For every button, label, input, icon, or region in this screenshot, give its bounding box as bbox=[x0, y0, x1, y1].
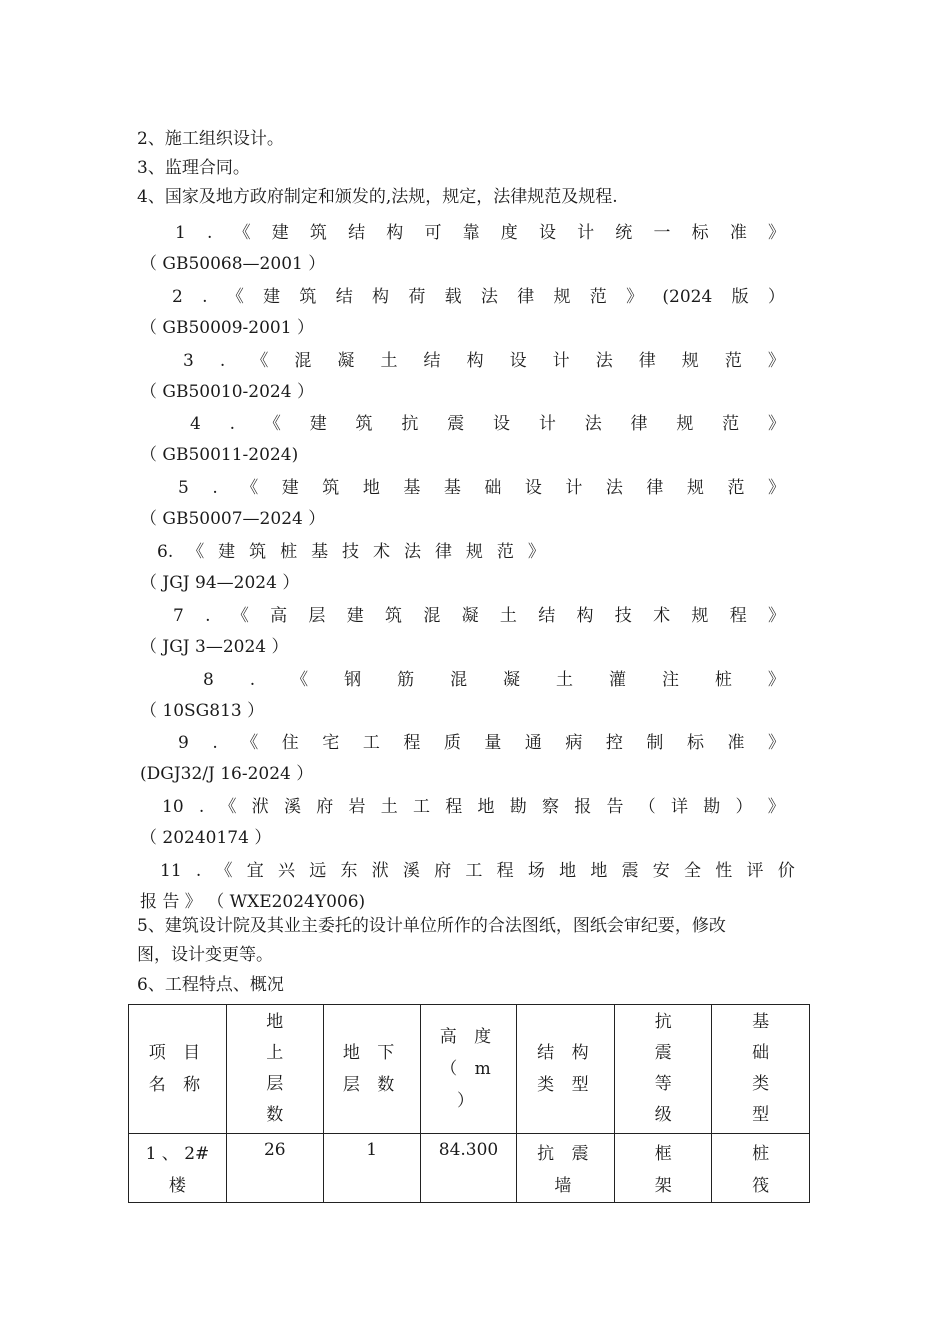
standard-title-token: 6. bbox=[157, 542, 174, 562]
standard-title-token: 度 bbox=[500, 223, 518, 243]
standard-title-token: 宜 bbox=[246, 861, 264, 881]
standard-title-token: 通 bbox=[524, 733, 542, 753]
standard-title-token: 察 bbox=[542, 797, 560, 817]
standard-title-token: 混 bbox=[294, 351, 312, 371]
standard-title-token: 法 bbox=[403, 542, 421, 562]
standard-title-token: 荷 bbox=[408, 287, 426, 307]
cell-text-line: 地 bbox=[266, 1012, 284, 1032]
standard-title-token: 高 bbox=[270, 606, 288, 626]
standard-code-line: 报 告 》 （ WXE2024Y006) bbox=[140, 892, 366, 912]
item-5-line2: 图，设计变更等。 bbox=[137, 945, 273, 965]
standard-code-line: （ GB50010-2024 ） bbox=[140, 382, 314, 402]
standard-title-token: 《 bbox=[251, 351, 269, 371]
standard-title-token: 术 bbox=[373, 542, 391, 562]
standard-title-token: 建 bbox=[281, 478, 299, 498]
cell-text-line: 项 目 bbox=[148, 1043, 207, 1063]
cell-text-line: 1 、 2# bbox=[145, 1144, 210, 1164]
standard-title-line bbox=[190, 411, 785, 437]
standard-title-token: 岩 bbox=[348, 797, 366, 817]
standard-title-token: 注 bbox=[661, 670, 679, 690]
cell-structure-type bbox=[517, 1134, 615, 1203]
standard-title-token: 结 bbox=[348, 223, 366, 243]
standard-title-token: 洑 bbox=[251, 797, 269, 817]
standard-title-token: 准 bbox=[727, 733, 745, 753]
standard-code-line: (DGJ32/J 16-2024 ） bbox=[140, 764, 314, 784]
standard-title-token: 2 bbox=[172, 287, 183, 307]
standard-title-token: 结 bbox=[423, 351, 441, 371]
standard-title-token: . bbox=[198, 797, 205, 817]
standard-title-token: 统 bbox=[615, 223, 633, 243]
standard-title-token: 构 bbox=[386, 223, 404, 243]
cell-text-line: 墙 bbox=[554, 1176, 578, 1196]
standard-title-token: 工 bbox=[465, 861, 483, 881]
standard-title-token: 设 bbox=[524, 478, 542, 498]
standard-title-token: 场 bbox=[527, 861, 545, 881]
standard-title-token: 》 bbox=[767, 670, 785, 690]
cell-text-line: 高 度 bbox=[439, 1027, 498, 1047]
standard-code-line: （ 10SG813 ） bbox=[140, 701, 265, 721]
header-seismic-grade bbox=[615, 1005, 712, 1134]
standard-title-token: 靠 bbox=[462, 223, 480, 243]
standard-title-token: 筑 bbox=[385, 606, 403, 626]
standard-title-token: 标 bbox=[691, 223, 709, 243]
standard-title-token: . bbox=[212, 733, 218, 753]
standard-title-token: 桩 bbox=[714, 670, 732, 690]
standard-title-token: 量 bbox=[484, 733, 502, 753]
cell-text-line: 抗 震 bbox=[537, 1144, 595, 1164]
standard-title-token: 筑 bbox=[249, 542, 267, 562]
table-row bbox=[129, 1134, 810, 1203]
standard-title-token: . bbox=[212, 478, 218, 498]
standard-title-token: 版 bbox=[731, 287, 749, 307]
standard-title-token: 地 bbox=[362, 478, 380, 498]
standard-title-token: 安 bbox=[652, 861, 670, 881]
standard-title-token: 报 bbox=[574, 797, 592, 817]
standard-title-token: 凝 bbox=[461, 606, 479, 626]
standard-code-line: （ JGJ 94—2024 ） bbox=[140, 573, 300, 593]
standard-title-token: 律 bbox=[517, 287, 535, 307]
cell-text-line: 架 bbox=[654, 1176, 672, 1196]
standard-title-token: ） bbox=[735, 797, 753, 817]
standard-title-token: 》 bbox=[527, 542, 545, 562]
standard-title-token: 筑 bbox=[299, 287, 317, 307]
standard-title-token: 程 bbox=[403, 733, 421, 753]
standard-title-token: 凝 bbox=[337, 351, 355, 371]
standard-title-token: 1 bbox=[175, 223, 186, 243]
table-header-row bbox=[129, 1005, 810, 1134]
standard-title-token: 地 bbox=[477, 797, 495, 817]
standard-title-token: 府 bbox=[434, 861, 452, 881]
cell-floors-above: 26 bbox=[226, 1134, 323, 1203]
standard-title-token: 构 bbox=[576, 606, 594, 626]
standard-title-token: 律 bbox=[646, 478, 664, 498]
item-4: 4、国家及地方政府制定和颁发的,法规，规定，法律规范及规程. bbox=[137, 187, 618, 207]
cell-text-line: 础 bbox=[752, 1043, 770, 1063]
standard-title-token: 规 bbox=[681, 351, 699, 371]
standard-title-token: 凝 bbox=[503, 670, 521, 690]
standard-title-token: 建 bbox=[346, 606, 364, 626]
header-floors-below bbox=[323, 1005, 420, 1134]
standard-title-token: (2024 bbox=[662, 287, 713, 307]
standard-title-token: 建 bbox=[271, 223, 289, 243]
standard-title-token: 程 bbox=[445, 797, 463, 817]
standard-title-token: 勘 bbox=[703, 797, 721, 817]
standard-title-token: 程 bbox=[729, 606, 747, 626]
standard-title-token: 7 bbox=[173, 606, 184, 626]
standard-title-token: 》 bbox=[626, 287, 644, 307]
standard-code-line: （ JGJ 3—2024 ） bbox=[140, 637, 289, 657]
standard-title-token: 住 bbox=[281, 733, 299, 753]
standard-title-token: 混 bbox=[423, 606, 441, 626]
cell-text-line: 框 bbox=[654, 1144, 672, 1164]
standard-title-line bbox=[173, 603, 785, 629]
standard-title-token: 《 bbox=[263, 414, 281, 434]
standard-code-line: （ 20240174 ） bbox=[140, 828, 272, 848]
header-foundation-type bbox=[712, 1005, 810, 1134]
standard-title-token: 溪 bbox=[284, 797, 302, 817]
standard-title-token: 地 bbox=[559, 861, 577, 881]
cell-text-line: 震 bbox=[654, 1043, 672, 1063]
standard-title-line bbox=[178, 730, 785, 756]
standard-title-token: 基 bbox=[443, 478, 461, 498]
cell-text-line: 类 bbox=[752, 1074, 770, 1094]
standard-title-token: 全 bbox=[684, 861, 702, 881]
standard-title-token: 控 bbox=[605, 733, 623, 753]
standard-title-token: . bbox=[219, 351, 226, 371]
standard-title-token: 构 bbox=[372, 287, 390, 307]
standard-title-token: 律 bbox=[630, 414, 648, 434]
cell-text-line: 数 bbox=[266, 1105, 284, 1125]
standard-title-token: 8 bbox=[203, 670, 214, 690]
standard-title-token: 工 bbox=[362, 733, 380, 753]
cell-text-line: 结 构 bbox=[537, 1043, 595, 1063]
standard-title-token: 设 bbox=[493, 414, 511, 434]
standard-title-token: 计 bbox=[538, 414, 556, 434]
standard-title-token: 结 bbox=[538, 606, 556, 626]
standard-title-token: 《 bbox=[215, 861, 233, 881]
standard-title-token: 《 bbox=[241, 733, 259, 753]
standard-title-token: 设 bbox=[509, 351, 527, 371]
standard-title-token: 法 bbox=[605, 478, 623, 498]
standard-title-token: 准 bbox=[729, 223, 747, 243]
standard-title-token: . bbox=[202, 287, 208, 307]
standard-code-line: （ GB50068—2001 ） bbox=[140, 254, 326, 274]
standard-title-token: 计 bbox=[552, 351, 570, 371]
standard-title-token: 术 bbox=[653, 606, 671, 626]
cell-text-line: 桩 bbox=[752, 1144, 770, 1164]
standard-title-token: 建 bbox=[309, 414, 327, 434]
standard-title-token: 灌 bbox=[608, 670, 626, 690]
standard-title-token: 范 bbox=[722, 414, 740, 434]
standard-title-token: 《 bbox=[187, 542, 205, 562]
standard-title-token: 筋 bbox=[397, 670, 415, 690]
standard-title-token: 层 bbox=[308, 606, 326, 626]
standard-title-token: 载 bbox=[444, 287, 462, 307]
standard-title-token: 价 bbox=[777, 861, 795, 881]
standard-code-line: （ GB50009-2001 ） bbox=[140, 318, 314, 338]
standard-title-token: 技 bbox=[342, 542, 360, 562]
standard-title-token: 《 bbox=[231, 606, 249, 626]
standard-title-token: 地 bbox=[590, 861, 608, 881]
standard-title-token: 土 bbox=[556, 670, 574, 690]
standard-title-token: 10 bbox=[162, 797, 184, 817]
standard-title-token: 建 bbox=[263, 287, 281, 307]
standard-title-line bbox=[175, 220, 785, 246]
standard-title-token: 混 bbox=[450, 670, 468, 690]
standard-title-token: 》 bbox=[767, 733, 785, 753]
cell-text-line: 楼 bbox=[168, 1176, 186, 1196]
standard-title-token: 基 bbox=[403, 478, 421, 498]
standard-title-token: 抗 bbox=[401, 414, 419, 434]
cell-text-line: ） bbox=[456, 1091, 480, 1111]
standard-title-token: 3 bbox=[183, 351, 194, 371]
standard-title-token: 基 bbox=[311, 542, 329, 562]
standard-title-token: 构 bbox=[466, 351, 484, 371]
standard-title-token: 范 bbox=[496, 542, 514, 562]
standard-title-token: 标 bbox=[686, 733, 704, 753]
cell-text-line: 型 bbox=[752, 1105, 770, 1125]
standard-title-line bbox=[157, 539, 545, 565]
standard-title-token: . bbox=[195, 861, 202, 881]
standard-title-token: 宅 bbox=[322, 733, 340, 753]
cell-text-line: （ m bbox=[440, 1059, 497, 1079]
standard-title-line bbox=[160, 858, 795, 884]
project-overview-table bbox=[128, 1004, 810, 1203]
standard-title-line bbox=[183, 348, 785, 374]
standard-title-token: 震 bbox=[447, 414, 465, 434]
standard-title-token: 法 bbox=[584, 414, 602, 434]
standard-title-token: 桩 bbox=[280, 542, 298, 562]
standard-title-token: 范 bbox=[589, 287, 607, 307]
cell-text-line: 上 bbox=[266, 1043, 284, 1063]
standard-title-token: 技 bbox=[614, 606, 632, 626]
standard-title-token: 远 bbox=[309, 861, 327, 881]
standard-title-token: 律 bbox=[434, 542, 452, 562]
standard-title-token: 结 bbox=[335, 287, 353, 307]
standard-title-token: （ bbox=[638, 797, 656, 817]
standard-title-token: 《 bbox=[291, 670, 309, 690]
cell-text-line: 层 bbox=[266, 1074, 284, 1094]
item-6: 6、工程特点、概况 bbox=[137, 975, 284, 995]
cell-text-line: 筏 bbox=[752, 1176, 770, 1196]
standard-title-token: 》 bbox=[767, 223, 785, 243]
standard-title-token: 范 bbox=[727, 478, 745, 498]
standard-title-token: . bbox=[205, 606, 211, 626]
standard-title-token: . bbox=[207, 223, 213, 243]
standard-title-token: 规 bbox=[553, 287, 571, 307]
standard-code-line: （ GB50007—2024 ） bbox=[140, 509, 326, 529]
header-project-name bbox=[129, 1005, 227, 1134]
header-structure-type bbox=[517, 1005, 615, 1134]
standard-title-token: 规 bbox=[676, 414, 694, 434]
standard-title-token: 法 bbox=[595, 351, 613, 371]
standard-title-token: 溪 bbox=[402, 861, 420, 881]
cell-text-line: 基 bbox=[752, 1012, 770, 1032]
cell-text-line: 级 bbox=[654, 1105, 672, 1125]
standard-title-line bbox=[162, 794, 785, 820]
standard-title-token: 一 bbox=[653, 223, 671, 243]
standard-title-token: 钢 bbox=[344, 670, 362, 690]
standard-title-token: 工 bbox=[413, 797, 431, 817]
standard-title-token: 5 bbox=[178, 478, 189, 498]
standard-title-token: 告 bbox=[606, 797, 624, 817]
cell-text-line: 等 bbox=[654, 1074, 672, 1094]
standard-title-token: 府 bbox=[316, 797, 334, 817]
standard-title-token: 》 bbox=[767, 478, 785, 498]
standard-title-token: 洑 bbox=[371, 861, 389, 881]
standard-title-token: 兴 bbox=[277, 861, 295, 881]
standard-title-token: 规 bbox=[691, 606, 709, 626]
standard-title-token: 病 bbox=[565, 733, 583, 753]
cell-project-name bbox=[129, 1134, 227, 1203]
standard-title-token: 范 bbox=[724, 351, 742, 371]
standard-title-token: 《 bbox=[233, 223, 251, 243]
standard-title-token: 》 bbox=[768, 414, 785, 434]
item-5-line1: 5、建筑设计院及其业主委托的设计单位所作的合法图纸，图纸会审纪要，修改 bbox=[137, 916, 726, 936]
standard-title-token: 《 bbox=[241, 478, 259, 498]
standard-title-token: 规 bbox=[686, 478, 704, 498]
item-2: 2、施工组织设计。 bbox=[137, 129, 284, 149]
standard-code-line: （ GB50011-2024) bbox=[140, 445, 299, 465]
cell-floors-below: 1 bbox=[323, 1134, 420, 1203]
standard-title-token: 筑 bbox=[322, 478, 340, 498]
standard-title-token: 震 bbox=[621, 861, 639, 881]
standard-title-token: 》 bbox=[767, 606, 785, 626]
standard-title-token: ） bbox=[767, 287, 785, 307]
standard-title-token: 东 bbox=[340, 861, 358, 881]
standard-title-token: 》 bbox=[767, 351, 785, 371]
standard-title-token: 质 bbox=[443, 733, 461, 753]
standard-title-token: 可 bbox=[424, 223, 442, 243]
standard-title-token: 性 bbox=[715, 861, 733, 881]
standard-title-token: 土 bbox=[380, 351, 398, 371]
cell-seismic-grade bbox=[615, 1134, 712, 1203]
standard-title-token: 《 bbox=[219, 797, 237, 817]
standard-title-token: . bbox=[249, 670, 256, 690]
standard-title-token: 制 bbox=[646, 733, 664, 753]
standard-title-token: 筑 bbox=[309, 223, 327, 243]
standard-title-token: 础 bbox=[484, 478, 502, 498]
header-height bbox=[420, 1005, 517, 1134]
standard-title-token: 》 bbox=[767, 797, 785, 817]
cell-text-line: 层 数 bbox=[342, 1075, 401, 1095]
cell-text-line: 地 下 bbox=[342, 1043, 401, 1063]
standard-title-token: 规 bbox=[465, 542, 483, 562]
cell-text-line: 类 型 bbox=[537, 1075, 595, 1095]
standard-title-token: 勘 bbox=[509, 797, 527, 817]
standard-title-token: 律 bbox=[638, 351, 656, 371]
standard-title-token: 4 bbox=[190, 414, 201, 434]
standard-title-token: 计 bbox=[577, 223, 595, 243]
standard-title-token: 《 bbox=[226, 287, 244, 307]
standard-title-line bbox=[178, 475, 785, 501]
standard-title-token: 设 bbox=[538, 223, 556, 243]
standard-title-token: 土 bbox=[380, 797, 398, 817]
standard-title-token: . bbox=[229, 414, 236, 434]
standard-title-line bbox=[172, 284, 785, 310]
cell-text-line: 名 称 bbox=[148, 1075, 207, 1095]
header-floors-above bbox=[226, 1005, 323, 1134]
item-3: 3、监理合同。 bbox=[137, 158, 250, 178]
standard-title-token: 计 bbox=[565, 478, 583, 498]
standard-title-token: 9 bbox=[178, 733, 189, 753]
standard-title-token: 11 bbox=[160, 861, 182, 881]
standard-title-token: 评 bbox=[746, 861, 764, 881]
standard-title-token: 程 bbox=[496, 861, 514, 881]
standard-title-token: 筑 bbox=[355, 414, 373, 434]
cell-height: 84.300 bbox=[420, 1134, 517, 1203]
cell-text-line: 抗 bbox=[654, 1012, 672, 1032]
standard-title-token: 法 bbox=[480, 287, 498, 307]
standard-title-line bbox=[203, 667, 785, 693]
cell-foundation-type bbox=[712, 1134, 810, 1203]
standard-title-token: 详 bbox=[671, 797, 689, 817]
standard-title-token: 建 bbox=[218, 542, 236, 562]
standard-title-token: 土 bbox=[499, 606, 517, 626]
